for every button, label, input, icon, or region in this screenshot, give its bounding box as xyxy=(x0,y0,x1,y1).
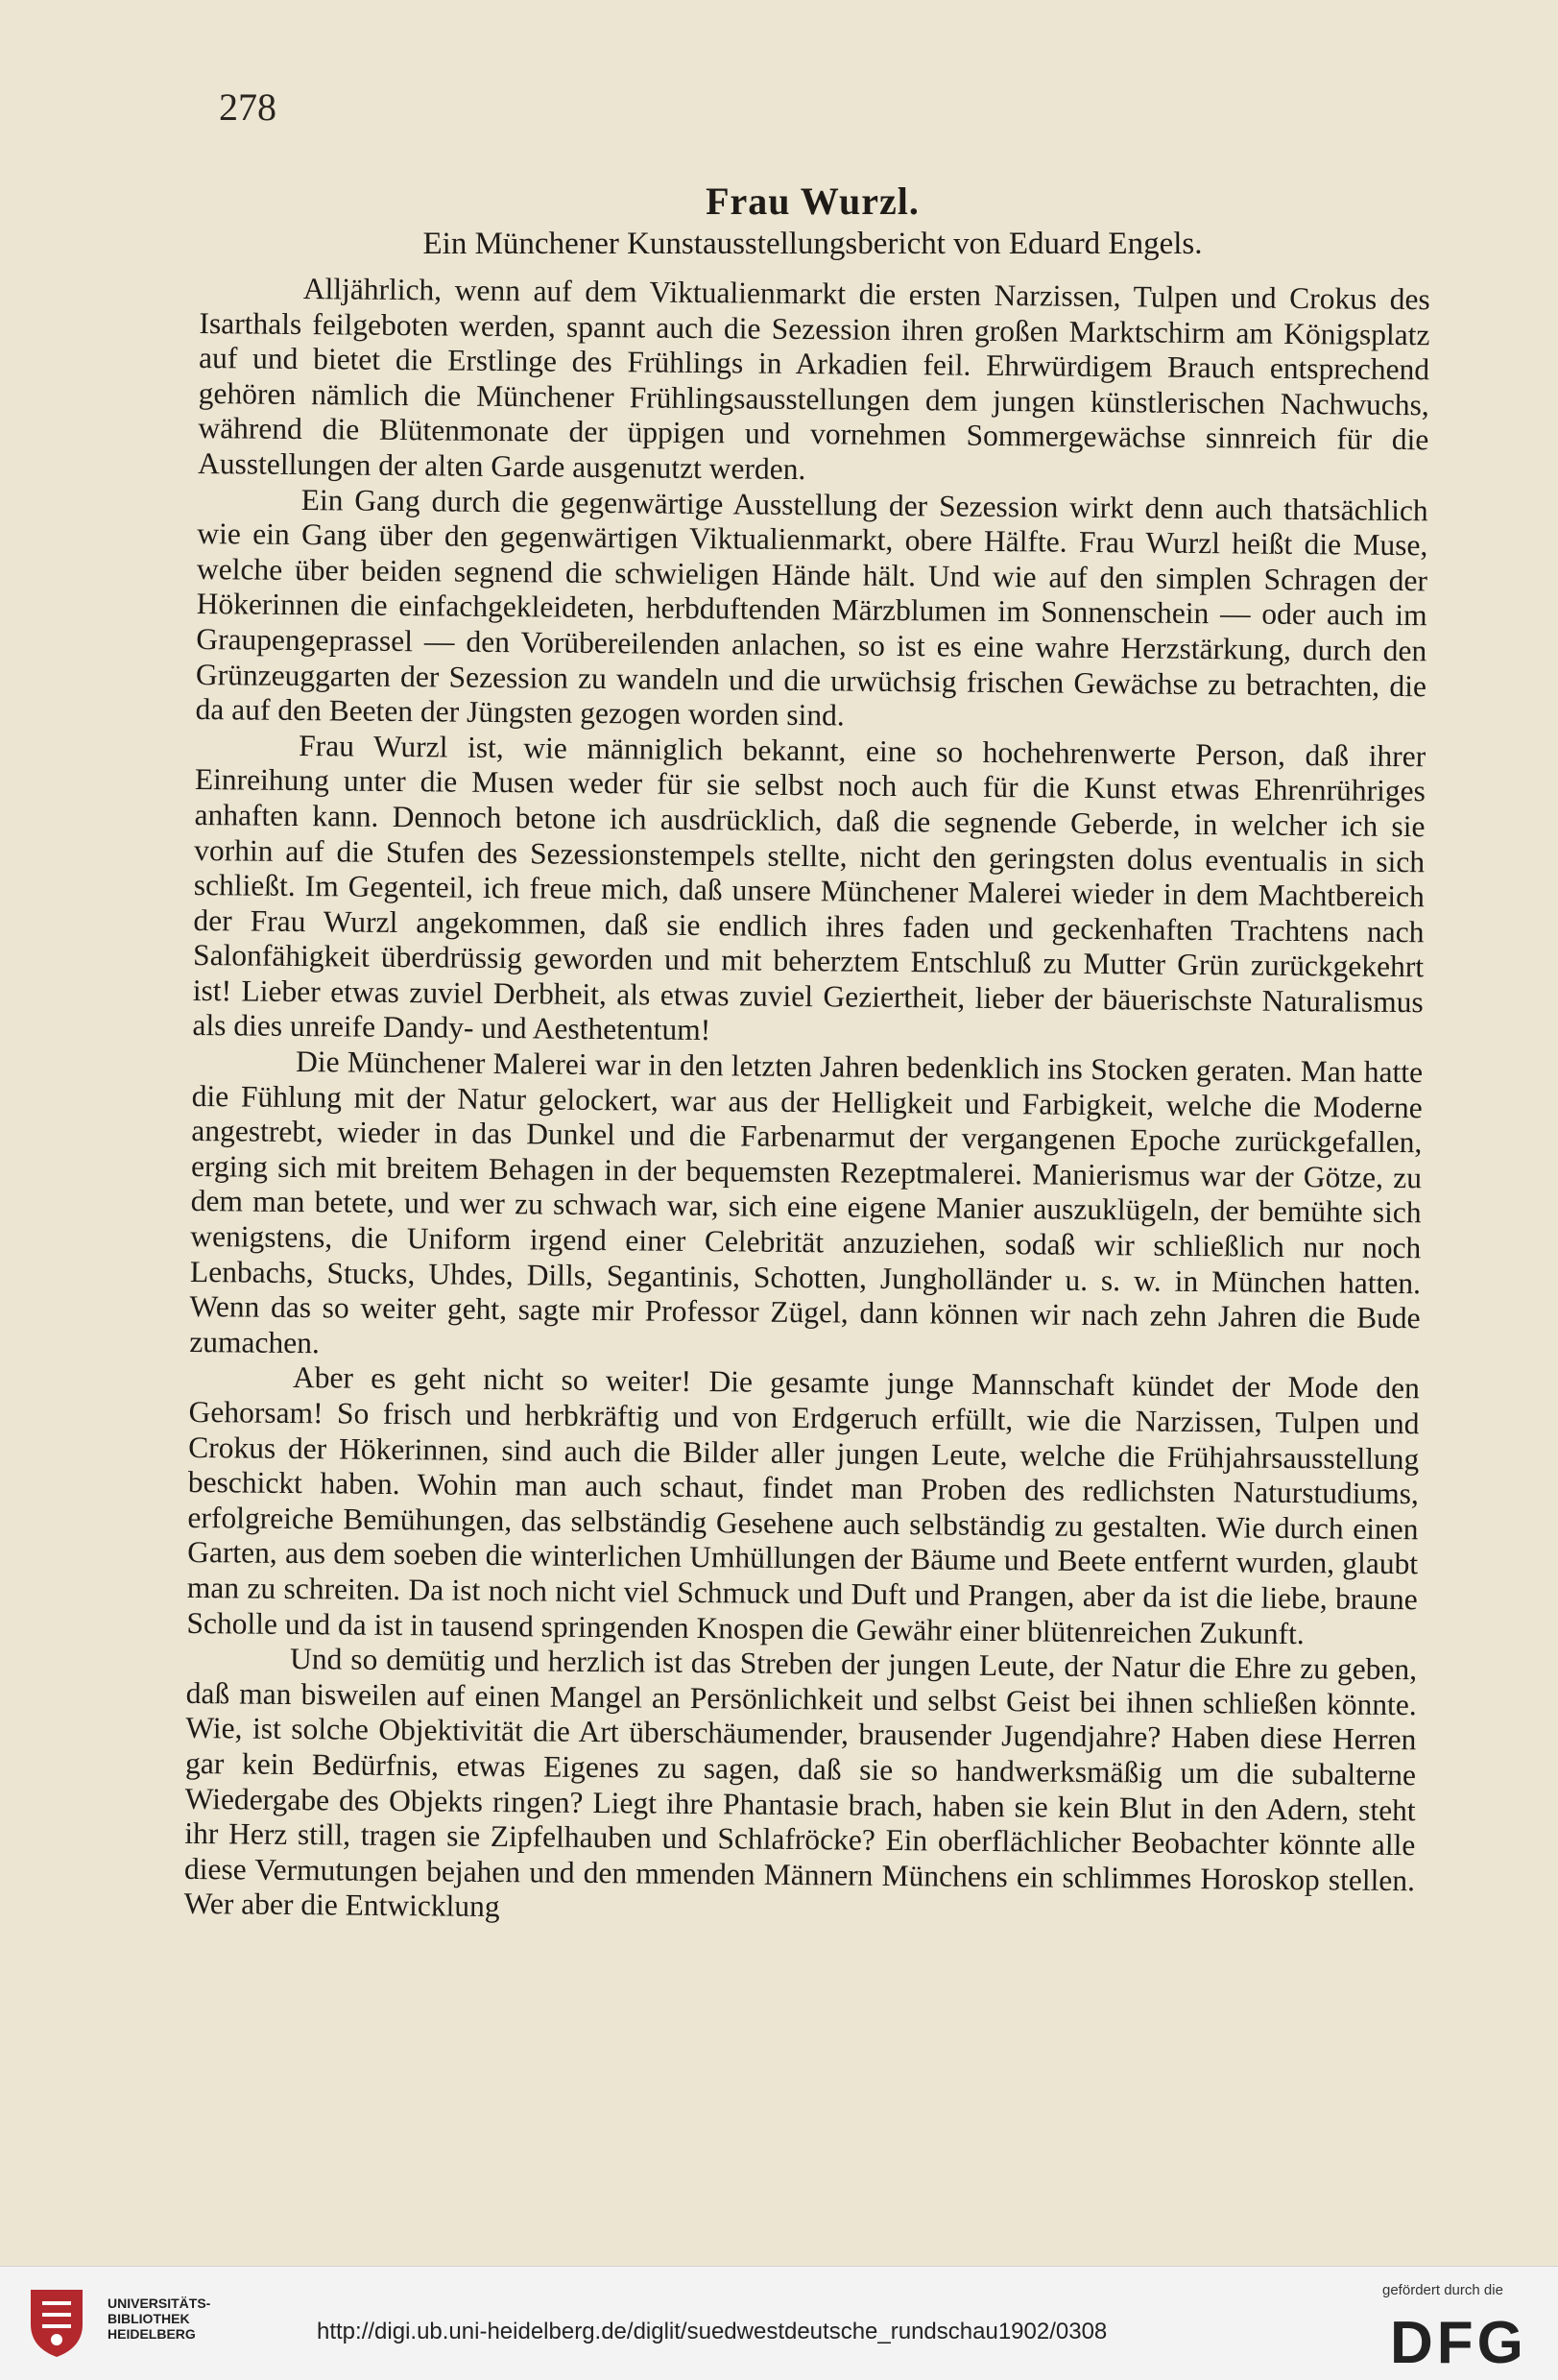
paragraph: Und so demütig und herzlich ist das Streben der jungen Leute, der Natur die Ehre zu geben, daß man bisweilen auf einen Mangel an Persönlichkeit und selbst Geist bei ihnen schließen könnte. Wie, ist solche Objektivität die Art überschäumender, brausender Jugendjahre? Haben diese Herren gar kein Bedürfnis, etwas Eigenes zu sagen, daß sie so handwerksmäßig um die subalterne Wiedergabe des Objekts ringen? Liegt ihre Phantasie brach, haben sie kein Blut in den Adern, steht ihr Herz still, tragen sie Zipfelhauben und Schlafröcke? Ein oberflächlicher Beobachter könnte alle diese Vermutungen bejahen und den mmenden Männern Münchens ein schlimmes Horoskop stellen. Wer aber die Entwicklung xyxy=(183,1642,1418,1924)
university-logo[interactable] xyxy=(27,2286,28,2287)
paragraph: Aber es geht nicht so weiter! Die gesamte junge Mannschaft kündet der Mode den Gehorsam! So frisch und herbkräftig und von Erdgeruch erfüllt, wie die Narzissen, Tulpen und Crokus der Hökerinnen, sind auch die Bilder aller jungen Leute, welche die Frühjahrsausstellung beschickt haben. Wohin man auch schaut, findet man Proben des redlichsten Naturstudiums, erfolgreiche Bemühungen, das selbständig Gesehene auch selbständig zu gestalten. Wie durch einen Garten, aus dem soeben die winterlichen Umhüllungen der Bäume und Beete entfernt wurden, glaubt man zu schreiten. Da ist noch nicht viel Schmuck und Duft und Prangen, aber da ist die liebe, braune Scholle und da ist in tausend springenden Knospen die Gewähr einer blütenreichen Zukunft. xyxy=(186,1360,1421,1650)
university-name: UNIVERSITÄTS- BIBLIOTHEK HEIDELBERG xyxy=(108,2296,211,2342)
article-title: Frau Wurzl. xyxy=(706,180,920,223)
dfg-logo[interactable]: DFG xyxy=(1390,2310,1527,2376)
university-crest-icon xyxy=(27,2286,86,2359)
article-body xyxy=(183,271,1429,1934)
page-number: 278 xyxy=(219,85,276,129)
paragraph: Die Münchener Malerei war in den letzten Jahren bedenklich ins Stocken geraten. Man hatte die Fühlung mit der Natur gelockert, war aus der Helligkeit und Farbigkeit, welche die Moderne angestrebt, wieder in das Dunkel und die Farbenarmut der vergangenen Epoche zurückgefallen, erging sich mit breitem Behagen in der bequemsten Rezeptmalerei. Manierismus war der Götze, zu dem man betete, und wer zu schwach war, sich eine eigene Manier auszuklügeln, der bemühte sich wenigstens, die Uniform irgend einer Celebrität anzuziehen, sodaß wir schließlich nur noch Lenbachs, Stucks, Uhdes, Dills, Segantinis, Schotten, Jungholländer u. s. w. in München hatten. Wenn das so weiter geht, sagte mir Professor Zügel, dann können wir nach zehn Jahren die Bude zumachen. xyxy=(189,1045,1424,1360)
funded-by-label: gefördert durch die xyxy=(1382,2282,1503,2298)
paragraph: Ein Gang durch die gegenwärtige Ausstellung der Sezession wirkt denn auch thatsächlich wie ein Gang über den gegenwärtigen Viktualienmarkt, obere Hälfte. Frau Wurzl heißt die Muse, welche über beiden segnend die schwieligen Hände hält. Und wie auf den simplen Schragen der Hökerinnen die einfachgekleideten, herbduftenden Märzblumen im Sonnenschein — oder auch im Graupengeprassel — den Vorübereilenden anlachen, so ist es eine wahre Herzstärkung, durch den Grünzeuggarten der Sezession zu wandeln und die urwüchsig frischen Gewächse zu betrachten, die da auf den Beeten der Jüngsten gezogen worden sind. xyxy=(195,482,1428,733)
viewer-footer xyxy=(0,2266,1558,2380)
paragraph: Alljährlich, wenn auf dem Viktualienmarkt die ersten Narzissen, Tulpen und Crokus des Isarthals feilgeboten werden, spannt auch die Sezession ihren großen Marktschirm am Königsplatz auf und bietet die Erstlinge des Frühlings in Arkadien feil. Ehrwürdigem Brauch entsprechend gehören nämlich die Münchener Frühlingsausstellungen dem jungen künstlerischen Nachwuchs, während die Blütenmonate der üppigen und vornehmen Sommergewächse sinnreich für die Ausstellungen der alten Garde ausgenutzt werden. xyxy=(197,272,1430,487)
page-url-link[interactable]: http://digi.ub.uni-heidelberg.de/diglit/suedwestdeutsche_rundschau1902/0308 xyxy=(317,2319,1108,2344)
article-subtitle: Ein Münchener Kunstausstellungsbericht von Eduard Engels. xyxy=(422,227,1203,261)
paragraph: Frau Wurzl ist, wie männiglich bekannt, eine so hochehrenwerte Person, daß ihrer Einreihung unter die Musen weder für sie selbst noch auch für die Kunst etwas Ehrenrühriges anhaften kann. Dennoch betone ich ausdrücklich, daß die segnende Geberde, in welcher ich sie vorhin auf die Stufen des Sezessionstempels stellte, nicht den geringsten dolus eventualis in sich schließt. Im Gegenteil, ich freue mich, daß unsere Münchener Malerei wieder in dem Machtbereich der Frau Wurzl angekommen, daß sie endlich ihres faden und geckenhaften Trachtens nach Salonfähigkeit überdrüssig geworden und mit beherztem Entschluß zu Mutter Grün zurückgekehrt ist! Lieber etwas zuviel Derbheit, als etwas zuviel Geziertheit, lieber der bäuerischste Naturalismus als dies unreife Dandy- und Aesthetentum! xyxy=(192,728,1426,1047)
